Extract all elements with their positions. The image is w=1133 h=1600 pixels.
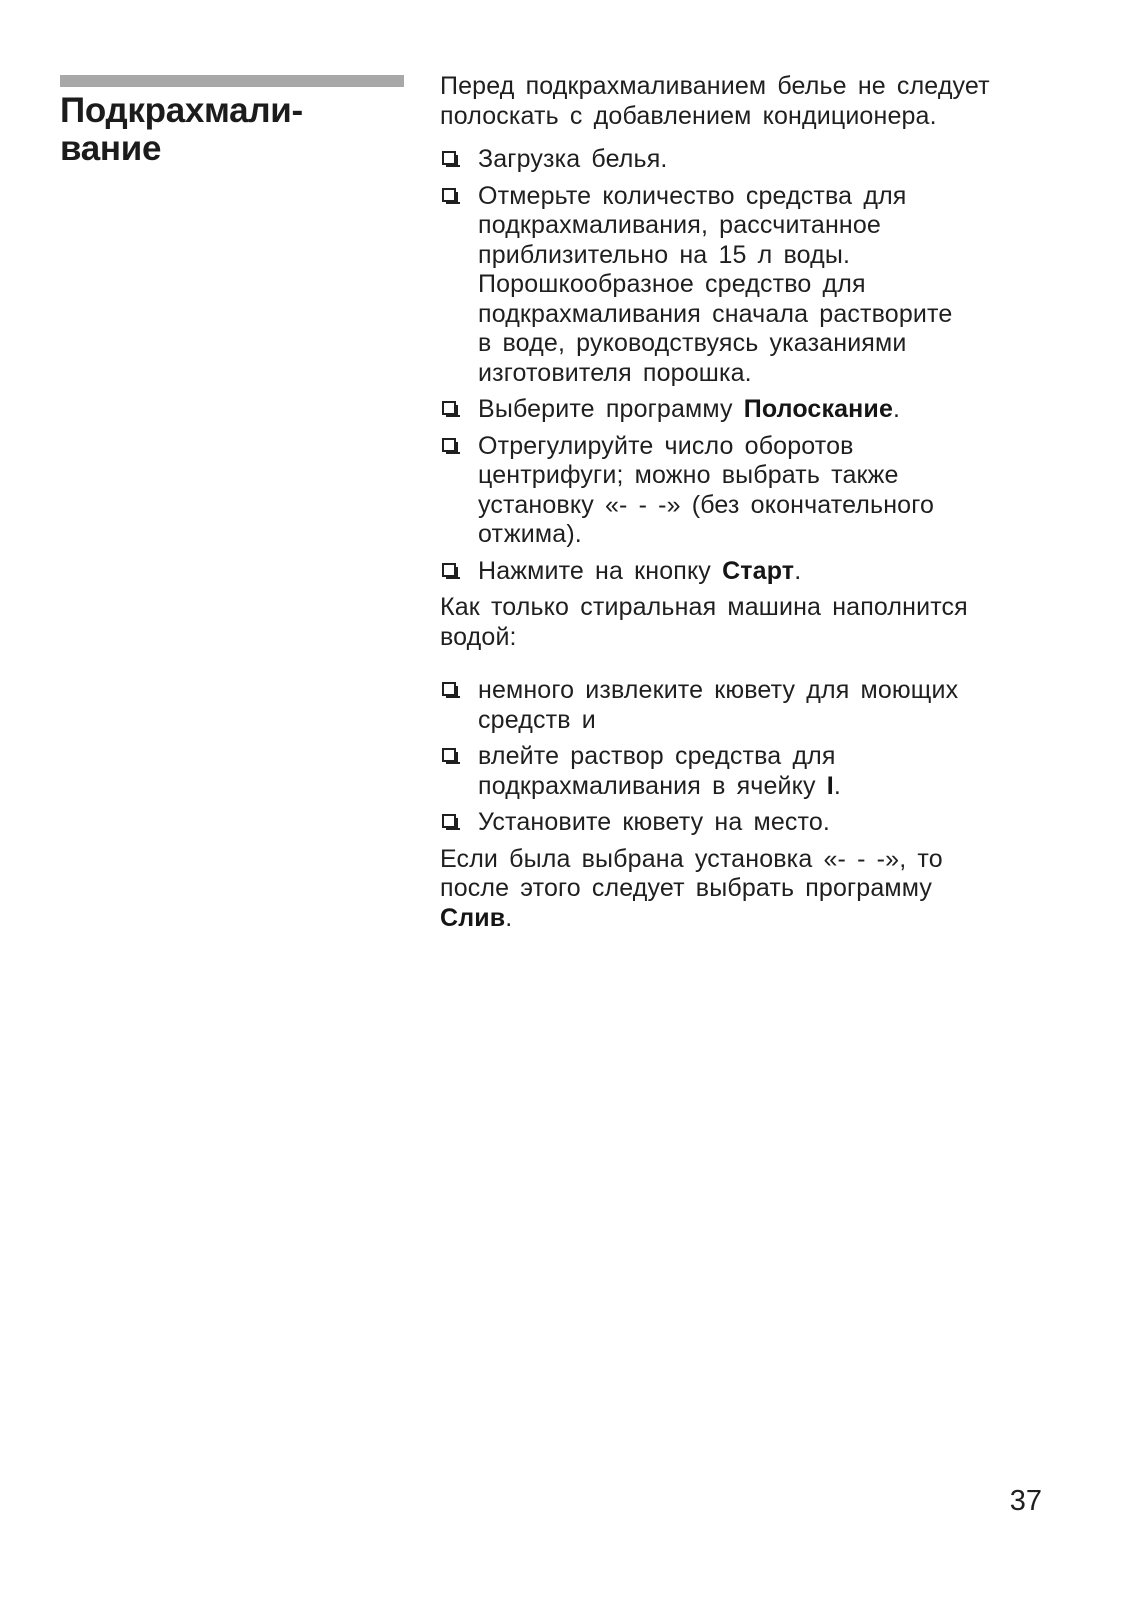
text-line: Как только стиральная машина наполнится bbox=[440, 593, 968, 621]
section-title bbox=[60, 92, 410, 168]
checkbox-icon bbox=[442, 682, 456, 696]
steps-list-1 bbox=[440, 145, 1055, 586]
section-title-line-2: вание bbox=[60, 129, 162, 168]
text-line: Отмерьте количество средства для bbox=[478, 181, 907, 210]
closing-paragraph bbox=[440, 845, 1055, 934]
text-line: в воде, руководствуясь указаниями bbox=[478, 329, 907, 357]
program-name-rinse: Полоскание bbox=[743, 395, 894, 423]
checkbox-icon bbox=[442, 814, 456, 828]
intro-paragraph bbox=[440, 72, 1055, 131]
step-text: подкрахмаливания в ячейку bbox=[478, 771, 827, 800]
text-line bbox=[478, 557, 1055, 587]
text-line: подкрахмаливания, рассчитанное bbox=[478, 211, 881, 239]
step-item bbox=[440, 395, 1055, 425]
punctuation: . bbox=[833, 771, 841, 800]
page-number: 37 bbox=[1009, 1485, 1042, 1517]
text-line: влейте раствор средства для bbox=[478, 742, 836, 770]
step-item bbox=[440, 432, 1055, 550]
text-line: немного извлеките кювету для моющих bbox=[478, 676, 959, 704]
text-line: полоскать с добавлением кондиционера. bbox=[440, 101, 937, 130]
step-item bbox=[440, 676, 1055, 735]
steps-list-2 bbox=[440, 676, 1055, 838]
step-item bbox=[440, 808, 1055, 838]
step-item bbox=[440, 145, 1055, 175]
text-line: после этого следует выбрать программу bbox=[440, 874, 933, 902]
text-line: подкрахмаливания сначала растворите bbox=[478, 299, 953, 328]
text-line: центрифуги; можно выбрать также bbox=[478, 461, 899, 489]
button-name-start: Старт bbox=[722, 556, 795, 585]
checkbox-icon bbox=[442, 748, 456, 762]
text-line: Если была выбрана установка «- - -», то bbox=[440, 844, 943, 873]
step-text: Нажмите на кнопку bbox=[478, 556, 723, 585]
checkbox-icon bbox=[442, 563, 456, 577]
punctuation: . bbox=[505, 903, 513, 932]
compartment-label: I bbox=[826, 771, 834, 800]
text-line: Перед подкрахмаливанием белье не следует bbox=[440, 72, 990, 100]
text-line: Загрузка белья. bbox=[478, 145, 668, 173]
instructions-column bbox=[440, 72, 1055, 933]
checkbox-icon bbox=[442, 151, 456, 165]
text-line: средств и bbox=[478, 705, 596, 734]
text-line bbox=[478, 395, 1055, 425]
text-line: водой: bbox=[440, 622, 517, 651]
section-rule bbox=[60, 75, 404, 87]
text-line: установку «- - -» (без окончательного bbox=[478, 490, 934, 519]
section-title-line-1: Подкрахмали- bbox=[60, 91, 303, 130]
checkbox-icon bbox=[442, 401, 456, 415]
step-text: Выберите программу bbox=[478, 395, 744, 423]
text-line: Порошкообразное средство для bbox=[478, 270, 866, 298]
text-line: отжима). bbox=[478, 520, 582, 548]
program-name-drain: Слив bbox=[440, 903, 506, 932]
text-line bbox=[440, 904, 1055, 934]
punctuation: . bbox=[893, 395, 901, 423]
text-line bbox=[478, 772, 1055, 802]
text-line: Отрегулируйте число оборотов bbox=[478, 431, 854, 460]
step-item bbox=[440, 182, 1055, 389]
checkbox-icon bbox=[442, 188, 456, 202]
text-line: приблизительно на 15 л воды. bbox=[478, 240, 851, 269]
text-line: Установите кювету на место. bbox=[478, 808, 831, 836]
step-item bbox=[440, 742, 1055, 801]
text-line: изготовителя порошка. bbox=[478, 358, 752, 387]
checkbox-icon bbox=[442, 438, 456, 452]
step-item bbox=[440, 557, 1055, 587]
middle-paragraph bbox=[440, 593, 1055, 652]
punctuation: . bbox=[794, 556, 802, 585]
